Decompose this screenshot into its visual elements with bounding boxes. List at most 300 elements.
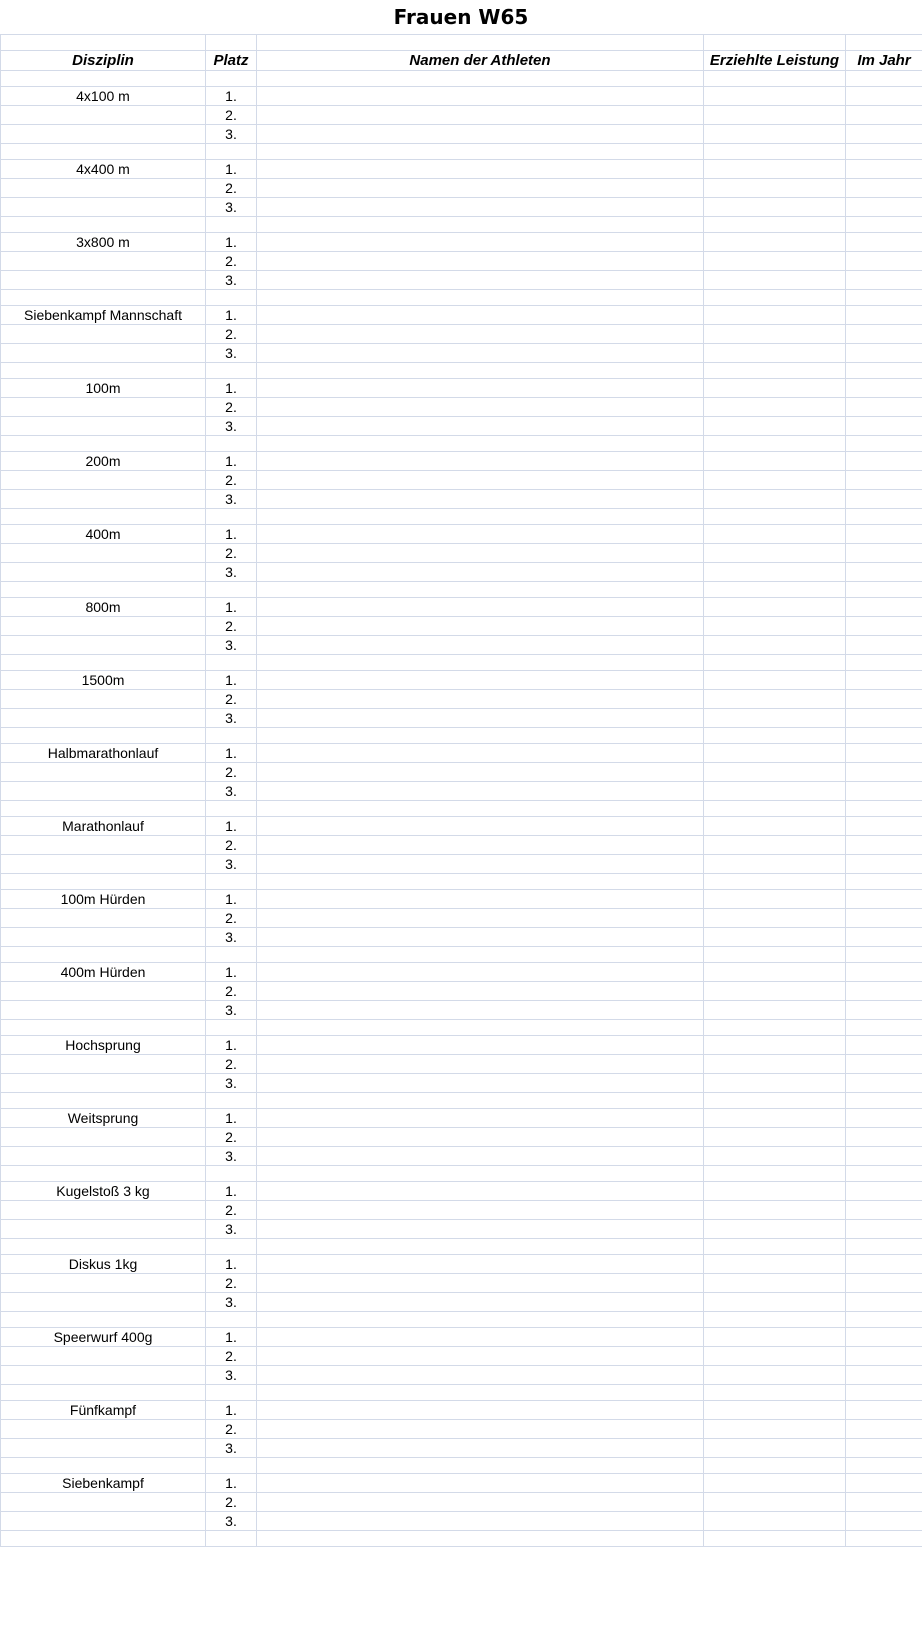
performance-cell[interactable] bbox=[704, 544, 846, 563]
performance-cell[interactable] bbox=[704, 252, 846, 271]
cell[interactable] bbox=[704, 1312, 846, 1328]
cell[interactable] bbox=[1, 1020, 206, 1036]
athlete-names-cell[interactable] bbox=[257, 1347, 704, 1366]
performance-cell[interactable] bbox=[704, 1220, 846, 1239]
cell[interactable] bbox=[257, 1093, 704, 1109]
athlete-names-cell[interactable] bbox=[257, 1128, 704, 1147]
year-cell[interactable] bbox=[846, 1366, 922, 1385]
performance-cell[interactable] bbox=[704, 1128, 846, 1147]
cell[interactable] bbox=[257, 436, 704, 452]
performance-cell[interactable] bbox=[704, 763, 846, 782]
athlete-names-cell[interactable] bbox=[257, 1147, 704, 1166]
athlete-names-cell[interactable] bbox=[257, 709, 704, 728]
year-cell[interactable] bbox=[846, 271, 922, 290]
athlete-names-cell[interactable] bbox=[257, 1328, 704, 1347]
athlete-names-cell[interactable] bbox=[257, 1401, 704, 1420]
performance-cell[interactable] bbox=[704, 1439, 846, 1458]
cell[interactable] bbox=[704, 509, 846, 525]
performance-cell[interactable] bbox=[704, 1493, 846, 1512]
athlete-names-cell[interactable] bbox=[257, 471, 704, 490]
place-cell[interactable]: 2. bbox=[206, 1274, 257, 1293]
discipline-cell[interactable] bbox=[1, 636, 206, 655]
performance-cell[interactable] bbox=[704, 563, 846, 582]
athlete-names-cell[interactable] bbox=[257, 252, 704, 271]
cell[interactable] bbox=[206, 1312, 257, 1328]
cell[interactable] bbox=[704, 217, 846, 233]
athlete-names-cell[interactable] bbox=[257, 1474, 704, 1493]
athlete-names-cell[interactable] bbox=[257, 963, 704, 982]
place-cell[interactable]: 3. bbox=[206, 1366, 257, 1385]
cell[interactable] bbox=[206, 290, 257, 306]
athlete-names-cell[interactable] bbox=[257, 306, 704, 325]
year-cell[interactable] bbox=[846, 233, 922, 252]
discipline-cell[interactable] bbox=[1, 1512, 206, 1531]
athlete-names-cell[interactable] bbox=[257, 1001, 704, 1020]
year-cell[interactable] bbox=[846, 1182, 922, 1201]
discipline-cell[interactable] bbox=[1, 417, 206, 436]
performance-cell[interactable] bbox=[704, 1109, 846, 1128]
performance-cell[interactable] bbox=[704, 1347, 846, 1366]
athlete-names-cell[interactable] bbox=[257, 763, 704, 782]
year-cell[interactable] bbox=[846, 855, 922, 874]
discipline-name[interactable]: 4x400 m bbox=[1, 160, 206, 179]
cell[interactable] bbox=[846, 801, 922, 817]
cell[interactable] bbox=[1, 436, 206, 452]
discipline-name[interactable]: Siebenkampf bbox=[1, 1474, 206, 1493]
discipline-cell[interactable] bbox=[1, 544, 206, 563]
place-cell[interactable]: 2. bbox=[206, 252, 257, 271]
athlete-names-cell[interactable] bbox=[257, 160, 704, 179]
discipline-cell[interactable] bbox=[1, 909, 206, 928]
performance-cell[interactable] bbox=[704, 1255, 846, 1274]
athlete-names-cell[interactable] bbox=[257, 744, 704, 763]
year-cell[interactable] bbox=[846, 125, 922, 144]
athlete-names-cell[interactable] bbox=[257, 1036, 704, 1055]
performance-cell[interactable] bbox=[704, 1401, 846, 1420]
discipline-name[interactable]: Halbmarathonlauf bbox=[1, 744, 206, 763]
performance-cell[interactable] bbox=[704, 417, 846, 436]
performance-cell[interactable] bbox=[704, 1001, 846, 1020]
place-cell[interactable]: 3. bbox=[206, 1220, 257, 1239]
athlete-names-cell[interactable] bbox=[257, 617, 704, 636]
athlete-names-cell[interactable] bbox=[257, 817, 704, 836]
year-cell[interactable] bbox=[846, 690, 922, 709]
cell[interactable] bbox=[704, 655, 846, 671]
place-cell[interactable]: 1. bbox=[206, 87, 257, 106]
discipline-cell[interactable] bbox=[1, 1347, 206, 1366]
cell[interactable] bbox=[704, 728, 846, 744]
cell[interactable] bbox=[846, 217, 922, 233]
discipline-cell[interactable] bbox=[1, 271, 206, 290]
place-cell[interactable]: 1. bbox=[206, 598, 257, 617]
performance-cell[interactable] bbox=[704, 1474, 846, 1493]
cell[interactable] bbox=[206, 509, 257, 525]
athlete-names-cell[interactable] bbox=[257, 636, 704, 655]
year-cell[interactable] bbox=[846, 1439, 922, 1458]
athlete-names-cell[interactable] bbox=[257, 271, 704, 290]
header-disziplin[interactable]: Disziplin bbox=[1, 51, 206, 71]
place-cell[interactable]: 1. bbox=[206, 890, 257, 909]
place-cell[interactable]: 2. bbox=[206, 763, 257, 782]
athlete-names-cell[interactable] bbox=[257, 544, 704, 563]
discipline-cell[interactable] bbox=[1, 1420, 206, 1439]
place-cell[interactable]: 2. bbox=[206, 471, 257, 490]
header-platz[interactable]: Platz bbox=[206, 51, 257, 71]
discipline-cell[interactable] bbox=[1, 398, 206, 417]
year-cell[interactable] bbox=[846, 1036, 922, 1055]
performance-cell[interactable] bbox=[704, 1274, 846, 1293]
place-cell[interactable]: 3. bbox=[206, 1439, 257, 1458]
place-cell[interactable]: 3. bbox=[206, 1001, 257, 1020]
place-cell[interactable]: 2. bbox=[206, 544, 257, 563]
place-cell[interactable]: 3. bbox=[206, 1147, 257, 1166]
place-cell[interactable]: 3. bbox=[206, 636, 257, 655]
place-cell[interactable]: 1. bbox=[206, 379, 257, 398]
athlete-names-cell[interactable] bbox=[257, 1439, 704, 1458]
place-cell[interactable]: 1. bbox=[206, 817, 257, 836]
year-cell[interactable] bbox=[846, 325, 922, 344]
discipline-cell[interactable] bbox=[1, 344, 206, 363]
discipline-cell[interactable] bbox=[1, 617, 206, 636]
cell[interactable] bbox=[704, 1166, 846, 1182]
place-cell[interactable]: 1. bbox=[206, 1255, 257, 1274]
place-cell[interactable]: 1. bbox=[206, 1036, 257, 1055]
discipline-cell[interactable] bbox=[1, 325, 206, 344]
discipline-name[interactable]: 3x800 m bbox=[1, 233, 206, 252]
place-cell[interactable]: 1. bbox=[206, 1474, 257, 1493]
cell[interactable] bbox=[257, 947, 704, 963]
cell[interactable] bbox=[206, 947, 257, 963]
cell[interactable] bbox=[1, 363, 206, 379]
cell[interactable] bbox=[257, 582, 704, 598]
cell[interactable] bbox=[206, 874, 257, 890]
athlete-names-cell[interactable] bbox=[257, 525, 704, 544]
cell[interactable] bbox=[257, 1312, 704, 1328]
year-cell[interactable] bbox=[846, 782, 922, 801]
athlete-names-cell[interactable] bbox=[257, 125, 704, 144]
cell[interactable] bbox=[206, 35, 257, 51]
performance-cell[interactable] bbox=[704, 233, 846, 252]
cell[interactable] bbox=[257, 290, 704, 306]
discipline-name[interactable]: 400m Hürden bbox=[1, 963, 206, 982]
cell[interactable] bbox=[206, 1458, 257, 1474]
athlete-names-cell[interactable] bbox=[257, 344, 704, 363]
place-cell[interactable]: 3. bbox=[206, 1074, 257, 1093]
athlete-names-cell[interactable] bbox=[257, 563, 704, 582]
place-cell[interactable]: 1. bbox=[206, 963, 257, 982]
year-cell[interactable] bbox=[846, 909, 922, 928]
performance-cell[interactable] bbox=[704, 836, 846, 855]
year-cell[interactable] bbox=[846, 179, 922, 198]
place-cell[interactable]: 1. bbox=[206, 671, 257, 690]
discipline-cell[interactable] bbox=[1, 709, 206, 728]
performance-cell[interactable] bbox=[704, 271, 846, 290]
performance-cell[interactable] bbox=[704, 106, 846, 125]
discipline-name[interactable]: Diskus 1kg bbox=[1, 1255, 206, 1274]
year-cell[interactable] bbox=[846, 379, 922, 398]
cell[interactable] bbox=[704, 874, 846, 890]
year-cell[interactable] bbox=[846, 1109, 922, 1128]
discipline-cell[interactable] bbox=[1, 1128, 206, 1147]
performance-cell[interactable] bbox=[704, 379, 846, 398]
place-cell[interactable]: 2. bbox=[206, 179, 257, 198]
cell[interactable] bbox=[1, 1093, 206, 1109]
performance-cell[interactable] bbox=[704, 1293, 846, 1312]
athlete-names-cell[interactable] bbox=[257, 1109, 704, 1128]
performance-cell[interactable] bbox=[704, 617, 846, 636]
year-cell[interactable] bbox=[846, 1055, 922, 1074]
athlete-names-cell[interactable] bbox=[257, 452, 704, 471]
cell[interactable] bbox=[206, 363, 257, 379]
cell[interactable] bbox=[257, 1458, 704, 1474]
athlete-names-cell[interactable] bbox=[257, 890, 704, 909]
discipline-cell[interactable] bbox=[1, 1220, 206, 1239]
performance-cell[interactable] bbox=[704, 125, 846, 144]
year-cell[interactable] bbox=[846, 525, 922, 544]
discipline-cell[interactable] bbox=[1, 563, 206, 582]
cell[interactable] bbox=[704, 1385, 846, 1401]
performance-cell[interactable] bbox=[704, 160, 846, 179]
cell[interactable] bbox=[846, 874, 922, 890]
year-cell[interactable] bbox=[846, 1201, 922, 1220]
discipline-cell[interactable] bbox=[1, 928, 206, 947]
discipline-cell[interactable] bbox=[1, 1366, 206, 1385]
place-cell[interactable]: 2. bbox=[206, 617, 257, 636]
year-cell[interactable] bbox=[846, 928, 922, 947]
discipline-cell[interactable] bbox=[1, 782, 206, 801]
discipline-cell[interactable] bbox=[1, 690, 206, 709]
athlete-names-cell[interactable] bbox=[257, 198, 704, 217]
place-cell[interactable]: 2. bbox=[206, 1201, 257, 1220]
discipline-cell[interactable] bbox=[1, 125, 206, 144]
cell[interactable] bbox=[846, 509, 922, 525]
cell[interactable] bbox=[1, 509, 206, 525]
place-cell[interactable]: 1. bbox=[206, 1328, 257, 1347]
cell[interactable] bbox=[257, 1531, 704, 1547]
discipline-name[interactable]: 100m Hürden bbox=[1, 890, 206, 909]
performance-cell[interactable] bbox=[704, 452, 846, 471]
year-cell[interactable] bbox=[846, 709, 922, 728]
cell[interactable] bbox=[1, 728, 206, 744]
year-cell[interactable] bbox=[846, 1074, 922, 1093]
cell[interactable] bbox=[1, 582, 206, 598]
athlete-names-cell[interactable] bbox=[257, 1274, 704, 1293]
athlete-names-cell[interactable] bbox=[257, 1366, 704, 1385]
performance-cell[interactable] bbox=[704, 1147, 846, 1166]
cell[interactable] bbox=[257, 874, 704, 890]
place-cell[interactable]: 1. bbox=[206, 1401, 257, 1420]
performance-cell[interactable] bbox=[704, 928, 846, 947]
cell[interactable] bbox=[846, 1093, 922, 1109]
place-cell[interactable]: 3. bbox=[206, 1512, 257, 1531]
cell[interactable] bbox=[1, 217, 206, 233]
year-cell[interactable] bbox=[846, 417, 922, 436]
athlete-names-cell[interactable] bbox=[257, 909, 704, 928]
header-namen[interactable]: Namen der Athleten bbox=[257, 51, 704, 71]
cell[interactable] bbox=[1, 290, 206, 306]
performance-cell[interactable] bbox=[704, 890, 846, 909]
discipline-cell[interactable] bbox=[1, 1001, 206, 1020]
athlete-names-cell[interactable] bbox=[257, 1420, 704, 1439]
cell[interactable] bbox=[257, 655, 704, 671]
athlete-names-cell[interactable] bbox=[257, 982, 704, 1001]
performance-cell[interactable] bbox=[704, 87, 846, 106]
performance-cell[interactable] bbox=[704, 525, 846, 544]
place-cell[interactable]: 3. bbox=[206, 1293, 257, 1312]
cell[interactable] bbox=[704, 1531, 846, 1547]
place-cell[interactable]: 2. bbox=[206, 1128, 257, 1147]
header-jahr[interactable]: Im Jahr bbox=[846, 51, 922, 71]
year-cell[interactable] bbox=[846, 1512, 922, 1531]
place-cell[interactable]: 2. bbox=[206, 325, 257, 344]
athlete-names-cell[interactable] bbox=[257, 87, 704, 106]
cell[interactable] bbox=[1, 1531, 206, 1547]
cell[interactable] bbox=[257, 363, 704, 379]
discipline-cell[interactable] bbox=[1, 1201, 206, 1220]
cell[interactable] bbox=[206, 1166, 257, 1182]
year-cell[interactable] bbox=[846, 1220, 922, 1239]
year-cell[interactable] bbox=[846, 160, 922, 179]
performance-cell[interactable] bbox=[704, 198, 846, 217]
athlete-names-cell[interactable] bbox=[257, 1182, 704, 1201]
performance-cell[interactable] bbox=[704, 1366, 846, 1385]
athlete-names-cell[interactable] bbox=[257, 690, 704, 709]
year-cell[interactable] bbox=[846, 763, 922, 782]
place-cell[interactable]: 2. bbox=[206, 909, 257, 928]
performance-cell[interactable] bbox=[704, 1055, 846, 1074]
cell[interactable] bbox=[704, 35, 846, 51]
performance-cell[interactable] bbox=[704, 306, 846, 325]
year-cell[interactable] bbox=[846, 1347, 922, 1366]
athlete-names-cell[interactable] bbox=[257, 671, 704, 690]
place-cell[interactable]: 2. bbox=[206, 1347, 257, 1366]
discipline-cell[interactable] bbox=[1, 198, 206, 217]
performance-cell[interactable] bbox=[704, 817, 846, 836]
athlete-names-cell[interactable] bbox=[257, 1493, 704, 1512]
discipline-cell[interactable] bbox=[1, 490, 206, 509]
performance-cell[interactable] bbox=[704, 636, 846, 655]
performance-cell[interactable] bbox=[704, 782, 846, 801]
cell[interactable] bbox=[206, 144, 257, 160]
year-cell[interactable] bbox=[846, 1293, 922, 1312]
year-cell[interactable] bbox=[846, 344, 922, 363]
discipline-cell[interactable] bbox=[1, 471, 206, 490]
cell[interactable] bbox=[206, 801, 257, 817]
discipline-cell[interactable] bbox=[1, 106, 206, 125]
discipline-cell[interactable] bbox=[1, 179, 206, 198]
athlete-names-cell[interactable] bbox=[257, 106, 704, 125]
cell[interactable] bbox=[704, 1093, 846, 1109]
cell[interactable] bbox=[704, 1458, 846, 1474]
cell[interactable] bbox=[704, 436, 846, 452]
place-cell[interactable]: 3. bbox=[206, 563, 257, 582]
place-cell[interactable]: 1. bbox=[206, 233, 257, 252]
place-cell[interactable]: 1. bbox=[206, 1182, 257, 1201]
year-cell[interactable] bbox=[846, 817, 922, 836]
discipline-name[interactable]: 1500m bbox=[1, 671, 206, 690]
athlete-names-cell[interactable] bbox=[257, 598, 704, 617]
athlete-names-cell[interactable] bbox=[257, 1074, 704, 1093]
discipline-cell[interactable] bbox=[1, 1293, 206, 1312]
discipline-name[interactable]: Marathonlauf bbox=[1, 817, 206, 836]
cell[interactable] bbox=[206, 1531, 257, 1547]
performance-cell[interactable] bbox=[704, 982, 846, 1001]
cell[interactable] bbox=[704, 801, 846, 817]
cell[interactable] bbox=[1, 35, 206, 51]
athlete-names-cell[interactable] bbox=[257, 379, 704, 398]
discipline-name[interactable]: Weitsprung bbox=[1, 1109, 206, 1128]
year-cell[interactable] bbox=[846, 617, 922, 636]
year-cell[interactable] bbox=[846, 544, 922, 563]
place-cell[interactable]: 2. bbox=[206, 1055, 257, 1074]
cell[interactable] bbox=[846, 1531, 922, 1547]
cell[interactable] bbox=[257, 217, 704, 233]
place-cell[interactable]: 3. bbox=[206, 198, 257, 217]
year-cell[interactable] bbox=[846, 636, 922, 655]
athlete-names-cell[interactable] bbox=[257, 782, 704, 801]
year-cell[interactable] bbox=[846, 1128, 922, 1147]
discipline-cell[interactable] bbox=[1, 763, 206, 782]
discipline-cell[interactable] bbox=[1, 855, 206, 874]
cell[interactable] bbox=[704, 947, 846, 963]
discipline-name[interactable]: Hochsprung bbox=[1, 1036, 206, 1055]
year-cell[interactable] bbox=[846, 106, 922, 125]
year-cell[interactable] bbox=[846, 87, 922, 106]
place-cell[interactable]: 1. bbox=[206, 1109, 257, 1128]
cell[interactable] bbox=[257, 144, 704, 160]
performance-cell[interactable] bbox=[704, 1201, 846, 1220]
year-cell[interactable] bbox=[846, 1420, 922, 1439]
year-cell[interactable] bbox=[846, 563, 922, 582]
discipline-name[interactable]: 800m bbox=[1, 598, 206, 617]
cell[interactable] bbox=[846, 728, 922, 744]
performance-cell[interactable] bbox=[704, 690, 846, 709]
cell[interactable] bbox=[1, 947, 206, 963]
place-cell[interactable]: 2. bbox=[206, 982, 257, 1001]
cell[interactable] bbox=[206, 655, 257, 671]
athlete-names-cell[interactable] bbox=[257, 836, 704, 855]
place-cell[interactable]: 2. bbox=[206, 1420, 257, 1439]
athlete-names-cell[interactable] bbox=[257, 398, 704, 417]
performance-cell[interactable] bbox=[704, 855, 846, 874]
place-cell[interactable]: 3. bbox=[206, 782, 257, 801]
cell[interactable] bbox=[257, 1239, 704, 1255]
performance-cell[interactable] bbox=[704, 344, 846, 363]
cell[interactable] bbox=[206, 436, 257, 452]
cell[interactable] bbox=[257, 801, 704, 817]
discipline-name[interactable]: Kugelstoß 3 kg bbox=[1, 1182, 206, 1201]
athlete-names-cell[interactable] bbox=[257, 1293, 704, 1312]
year-cell[interactable] bbox=[846, 1493, 922, 1512]
discipline-name[interactable]: Speerwurf 400g bbox=[1, 1328, 206, 1347]
cell[interactable] bbox=[257, 35, 704, 51]
discipline-cell[interactable] bbox=[1, 1147, 206, 1166]
year-cell[interactable] bbox=[846, 306, 922, 325]
performance-cell[interactable] bbox=[704, 598, 846, 617]
athlete-names-cell[interactable] bbox=[257, 325, 704, 344]
place-cell[interactable]: 2. bbox=[206, 398, 257, 417]
cell[interactable] bbox=[704, 363, 846, 379]
cell[interactable] bbox=[846, 363, 922, 379]
athlete-names-cell[interactable] bbox=[257, 417, 704, 436]
discipline-name[interactable]: 200m bbox=[1, 452, 206, 471]
performance-cell[interactable] bbox=[704, 398, 846, 417]
cell[interactable] bbox=[704, 582, 846, 598]
performance-cell[interactable] bbox=[704, 490, 846, 509]
discipline-name[interactable]: 4x100 m bbox=[1, 87, 206, 106]
header-leistung[interactable]: Erziehlte Leistung bbox=[704, 51, 846, 71]
cell[interactable] bbox=[846, 71, 922, 87]
